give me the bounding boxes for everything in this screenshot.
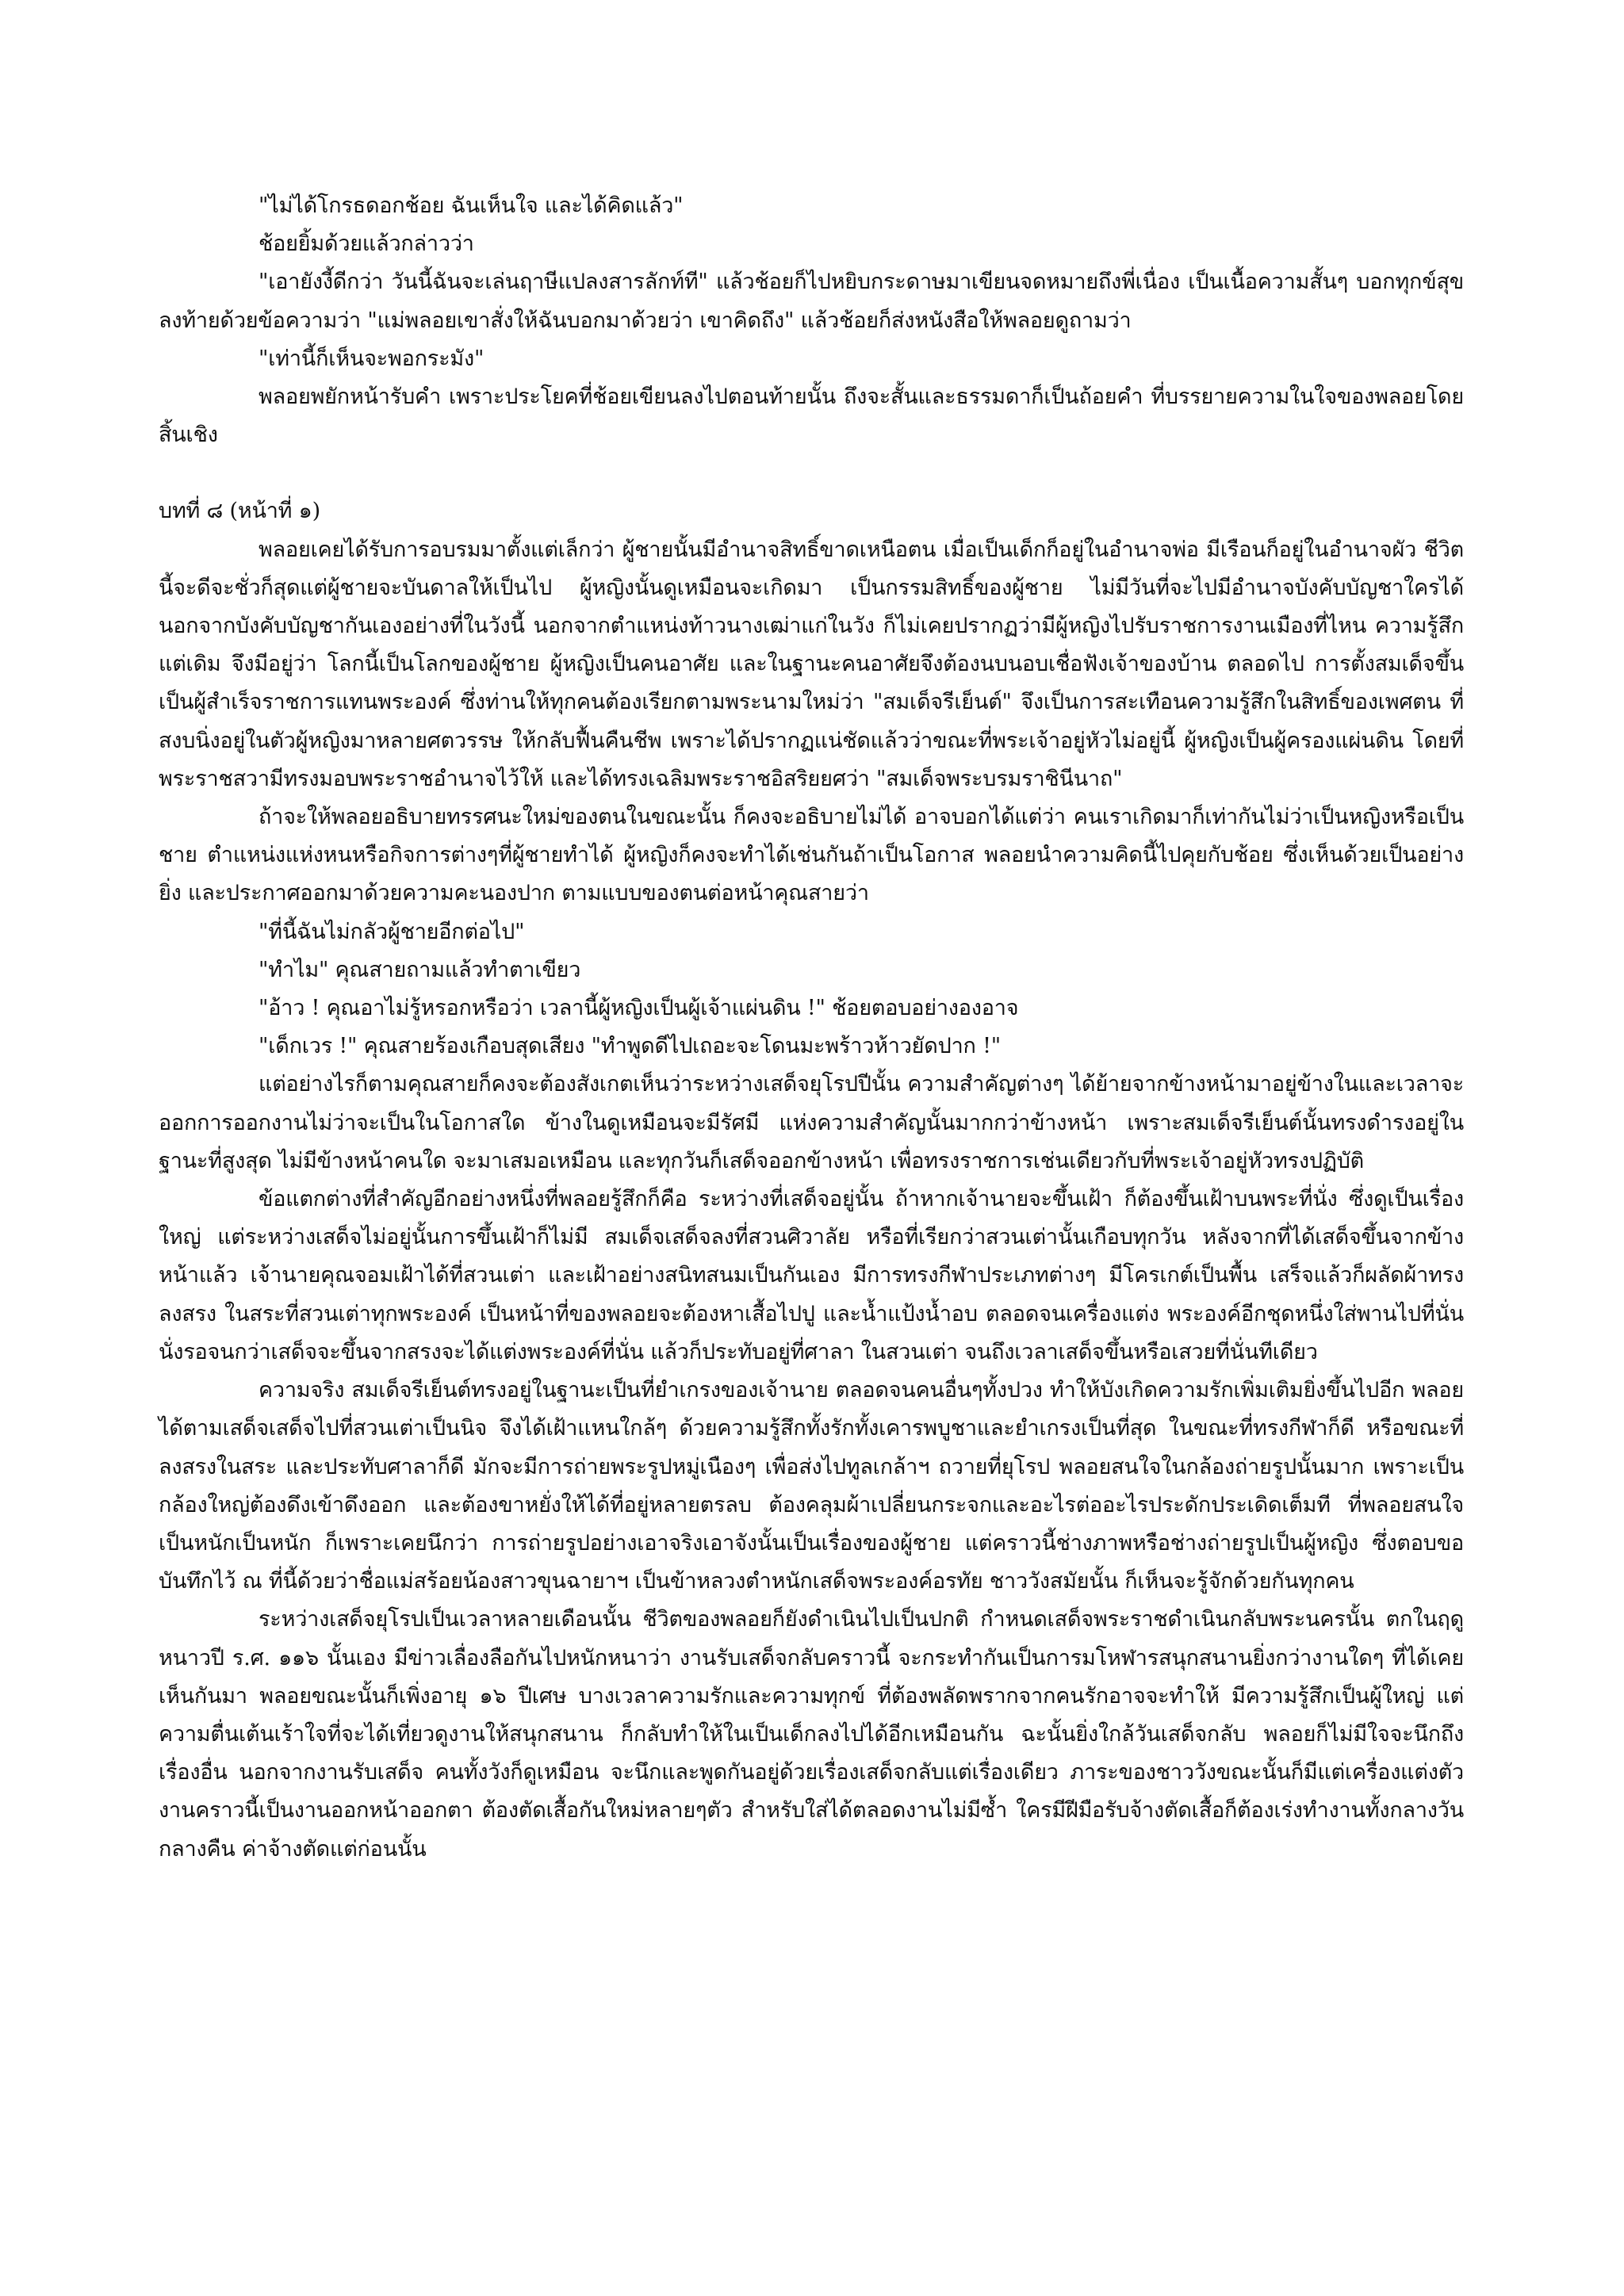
dialogue-line: "ทำไม" คุณสายถามแล้วทำตาเขียว — [259, 957, 581, 982]
dialogue-line: "เด็กเวร !" คุณสายร้องเกือบสุดเสียง "ทำพูดดีไปเถอะจะโดนมะพร้าวห้าวยัดปาก !" — [259, 1034, 1001, 1059]
chapter-heading: บทที่ ๘ (หน้าที่ ๑) — [159, 499, 320, 524]
paragraph: ระหว่างเสด็จยุโรปเป็นเวลาหลายเดือนนั้น ชีวิตของพลอยก็ยังดำเนินไปเป็นปกติ กำหนดเสด็จพระราชดำเนินกลับพระนครนั้น ตกในฤดูหนาวปี ร.ศ. ๑๑๖ นั้นเอง มีข่าวเลื่องลือกันไปหนักหนาว่า งานรับเสด็จกลับคราวนี้ จะกระทำกันเป็นการมโหฬารสนุกสนานยิ่งกว่างานใดๆ ที่ได้เคยเห็นกันมา พลอยขณะนั้นก็เพิ่งอายุ ๑๖ ปีเศษ บางเวลาความรักและความทุกข์ ที่ต้องพลัดพรากจากคนรักอาจจะทำให้ มีความรู้สึกเป็นผู้ใหญ่ แต่ความตื่นเต้นเร้าใจที่จะได้เที่ยวดูงานให้สนุกสนาน ก็กลับทำให้ในเป็นเด็กลงไปได้อีกเหมือนกัน ฉะนั้นยิ่งใกล้วันเสด็จกลับ พลอยก็ไม่มีใจจะนึกถึงเรื่องอื่น นอกจากงานรับเสด็จ คนทั้งวังก็ดูเหมือน จะนึกและพูดกันอยู่ด้วยเรื่องเสด็จกลับแต่เรื่องเดียว ภาระของชาววังขณะนั้นก็มีแต่เครื่องแต่งตัว งานคราวนี้เป็นงานออกหน้าออกตา ต้องตัดเสื้อกันใหม่หลายๆตัว สำหรับใส่ได้ตลอดงานไม่มีซ้ำ ใครมีฝีมือรับจ้างตัดเสื้อก็ต้องเร่งทำงานทั้งกลางวันกลางคืน ค่าจ้างตัดแต่ก่อนนั้น — [159, 1607, 1464, 1862]
paragraph: ความจริง สมเด็จรีเย็นต์ทรงอยู่ในฐานะเป็นที่ยำเกรงของเจ้านาย ตลอดจนคนอื่นๆทั้งปวง ทำให้บังเกิดความรักเพิ่มเติมยิ่งขึ้นไปอีก พลอยได้ตามเสด็จเสด็จไปที่สวนเต่าเป็นนิจ จึงได้เฝ้าแหนใกล้ๆ ด้วยความรู้สึกทั้งรักทั้งเคารพบูชาและยำเกรงเป็นที่สุด ในขณะที่ทรงกีฬาก็ดี หรือขณะที่ลงสรงในสระ และประทับศาลาก็ดี มักจะมีการถ่ายพระรูปหมู่เนืองๆ เพื่อส่งไปทูลเกล้าฯ ถวายที่ยุโรป พลอยสนใจในกล้องถ่ายรูปนั้นมาก เพราะเป็นกล้องใหญ่ต้องดึงเข้าดึงออก และต้องขาหยั่งให้ได้ที่อยู่หลายตรลบ ต้องคลุมผ้าเปลี่ยนกระจกและอะไรต่ออะไรประดักประเดิดเต็มที ที่พลอยสนใจเป็นหนักเป็นหนัก ก็เพราะเคยนึกว่า การถ่ายรูปอย่างเอาจริงเอาจังนั้นเป็นเรื่องของผู้ชาย แต่คราวนี้ช่างภาพหรือช่างถ่ายรูปเป็นผู้หญิง ซึ่งตอบขอบันทึกไว้ ณ ที่นี้ด้วยว่าชื่อแม่สร้อยน้องสาวขุนฉายาฯ เป็นข้าหลวงตำหนักเสด็จพระองค์อรทัย ชาววังสมัยนั้น ก็เห็นจะรู้จักด้วยกันทุกคน — [159, 1378, 1464, 1594]
paragraph: ถ้าจะให้พลอยอธิบายทรรศนะใหม่ของตนในขณะนั้น ก็คงจะอธิบายไม่ได้ อาจบอกได้แต่ว่า คนเราเกิดมาก็เท่ากันไม่ว่าเป็นหญิงหรือเป็นชาย ตำแหน่งแห่งหนหรือกิจการต่างๆที่ผู้ชายทำได้ ผู้หญิงก็คงจะทำได้เช่นกันถ้าเป็นโอกาส พลอยนำความคิดนี้ไปคุยกับช้อย ซึ่งเห็นด้วยเป็นอย่างยิ่ง และประกาศออกมาด้วยความคะนองปาก ตามแบบของตนต่อหน้าคุณสายว่า — [159, 805, 1464, 906]
paragraph: พลอยพยักหน้ารับคำ เพราะประโยคที่ช้อยเขียนลงไปตอนท้ายนั้น ถึงจะสั้นและธรรมดาก็เป็นถ้อยคำ ที่บรรยายความในใจของพลอยโดยสิ้นเชิง — [159, 385, 1464, 448]
novel-text-body — [159, 187, 1464, 1869]
dialogue-line: "เท่านี้ก็เห็นจะพอกระมัง" — [259, 346, 485, 371]
paragraph: "เอายังงี้ดีกว่า วันนี้ฉันจะเล่นฤาษีแปลงสารลักท์ที" แล้วช้อยก็ไปหยิบกระดาษมาเขียนจดหมายถึงพี่เนื่อง เป็นเนื้อความสั้นๆ บอกทุกข์สุข ลงท้ายด้วยข้อความว่า "แม่พลอยเขาสั่งให้ฉันบอกมาด้วยว่า เขาคิดถึง" แล้วช้อยก็ส่งหนังสือให้พลอยดูถามว่า — [159, 270, 1464, 333]
paragraph: แต่อย่างไรก็ตามคุณสายก็คงจะต้องสังเกตเห็นว่าระหว่างเสด็จยุโรปปีนั้น ความสำคัญต่างๆ ได้ย้ายจากข้างหน้ามาอยู่ข้างในและเวลาจะออกการออกงานไม่ว่าจะเป็นในโอกาสใด ข้างในดูเหมือนจะมีรัศมี แห่งความสำคัญนั้นมากกว่าข้างหน้า เพราะสมเด็จรีเย็นต์นั้นทรงดำรงอยู่ในฐานะที่สูงสุด ไม่มีข้างหน้าคนใด จะมาเสมอเหมือน และทุกวันก็เสด็จออกข้างหน้า เพื่อทรงราชการเช่นเดียวกับที่พระเจ้าอยู่หัวทรงปฏิบัติ — [159, 1072, 1464, 1173]
dialogue-line: "ที่นี้ฉันไม่กลัวผู้ชายอีกต่อไป" — [259, 919, 525, 944]
dialogue-line: "อ้าว ! คุณอาไม่รู้หรอกหรือว่า เวลานี้ผู้หญิงเป็นผู้เจ้าแผ่นดิน !" ช้อยตอบอย่างองอาจ — [259, 996, 1019, 1021]
paragraph: พลอยเคยได้รับการอบรมมาตั้งแต่เล็กว่า ผู้ชายนั้นมีอำนาจสิทธิ์ขาดเหนือตน เมื่อเป็นเด็กก็อยู่ในอำนาจพ่อ มีเรือนก็อยู่ในอำนาจผัว ชีวิตนี้จะดีจะชั่วก็สุดแต่ผู้ชายจะบันดาลให้เป็นไป ผู้หญิงนั้นดูเหมือนจะเกิดมา เป็นกรรมสิทธิ์ของผู้ชาย ไม่มีวันที่จะไปมีอำนาจบังคับบัญชาใครได้ นอกจากบังคับบัญชากันเองอย่างที่ในวังนี้ นอกจากตำแหน่งท้าวนางเฒ่าแก่ในวัง ก็ไม่เคยปรากฏว่ามีผู้หญิงไปรับราชการงานเมืองที่ไหน ความรู้สึกแต่เดิม จึงมีอยู่ว่า โลกนี้เป็นโลกของผู้ชาย ผู้หญิงเป็นคนอาศัย และในฐานะคนอาศัยจึงต้องนบนอบเชื่อฟังเจ้าของบ้าน ตลอดไป การตั้งสมเด็จขึ้นเป็นผู้สำเร็จราชการแทนพระองค์ ซึ่งท่านให้ทุกคนต้องเรียกตามพระนามใหม่ว่า "สมเด็จรีเย็นต์" จึงเป็นการสะเทือนความรู้สึกในสิทธิ์ของเพศตน ที่สงบนิ่งอยู่ในตัวผู้หญิงมาหลายศตวรรษ ให้กลับฟื้นคืนชีพ เพราะได้ปรากฏแน่ชัดแล้วว่าขณะที่พระเจ้าอยู่หัวไม่อยู่นี้ ผู้หญิงเป็นผู้ครองแผ่นดิน โดยที่พระราชสวามีทรงมอบพระราชอำนาจไว้ให้ และได้ทรงเฉลิมพระราชอิสริยยศว่า "สมเด็จพระบรมราชินีนาถ" — [159, 537, 1464, 791]
paragraph: ข้อแตกต่างที่สำคัญอีกอย่างหนึ่งที่พลอยรู้สึกก็คือ ระหว่างที่เสด็จอยู่นั้น ถ้าหากเจ้านายจะขึ้นเฝ้า ก็ต้องขึ้นเฝ้าบนพระที่นั่ง ซึ่งดูเป็นเรื่องใหญ่ แต่ระหว่างเสด็จไม่อยู่นั้นการขึ้นเฝ้าก็ไม่มี สมเด็จเสด็จลงที่สวนศิวาลัย หรือที่เรียกว่าสวนเต่านั้นเกือบทุกวัน หลังจากที่ได้เสด็จขึ้นจากข้างหน้าแล้ว เจ้านายคุณจอมเฝ้าได้ที่สวนเต่า และเฝ้าอย่างสนิทสนมเป็นกันเอง มีการทรงกีฬาประเภทต่างๆ มีโครเกต์เป็นพื้น เสร็จแล้วก็ผลัดผ้าทรงลงสรง ในสระที่สวนเต่าทุกพระองค์ เป็นหน้าที่ของพลอยจะต้องหาเสื้อไปปู และน้ำแป้งน้ำอบ ตลอดจนเครื่องแต่ง พระองค์อีกชุดหนึ่งใส่พานไปที่นั่น นั่งรอจนกว่าเสด็จจะขึ้นจากสรงจะได้แต่งพระองค์ที่นั่น แล้วก็ประทับอยู่ที่ศาลา ในสวนเต่า จนถึงเวลาเสด็จขึ้นหรือเสวยที่นั่นทีเดียว — [159, 1187, 1464, 1364]
dialogue-line: "ไม่ได้โกรธดอกช้อย ฉันเห็นใจ และได้คิดแล้ว" — [259, 193, 684, 218]
narration-line: ช้อยยิ้มด้วยแล้วกล่าวว่า — [259, 232, 474, 257]
